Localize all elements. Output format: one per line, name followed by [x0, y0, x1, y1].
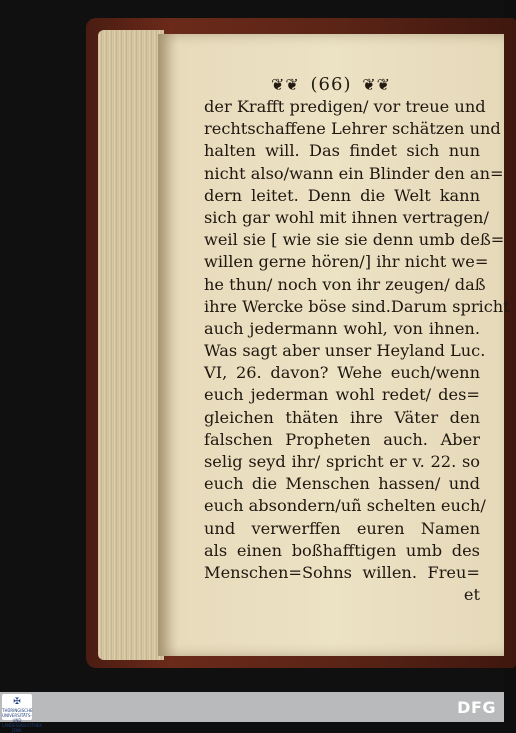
page-header [158, 74, 504, 95]
dfg-logo[interactable]: DFG [457, 698, 496, 717]
library-logo[interactable] [2, 694, 43, 733]
text-line: euch die Menschen hassen/ und [204, 474, 480, 494]
viewer-footer [0, 692, 504, 733]
text-line: weil sie [ wie sie sie denn umb deß= [204, 230, 505, 250]
book-page [158, 34, 510, 656]
text-line: falschen Propheten auch. Aber [204, 429, 480, 449]
text-line: euch jederman wohl redet/ des= [204, 385, 480, 405]
text-line: halten will. Das findet sich nun [204, 141, 480, 161]
page-edges [98, 30, 164, 660]
library-seal-icon: ✠ [13, 697, 21, 707]
text-line: willen gerne hören/] ihr nicht we= [204, 252, 489, 272]
text-line: als einen boßhafftigen umb des [204, 540, 480, 560]
text-line: rechtschaffene Lehrer schätzen und [204, 119, 501, 139]
text-line: Was sagt aber unser Heyland Luc. [204, 341, 486, 361]
text-line: gleichen thäten ihre Väter den [204, 407, 480, 427]
text-line: Menschen=Sohns willen. Freu= [204, 562, 480, 582]
catchword: et [463, 585, 480, 605]
page-number: (66) [310, 74, 352, 95]
page-text [204, 96, 510, 606]
text-line: nicht also/wann ein Blinder den an= [204, 163, 504, 183]
ornament-right-icon: ❦❦ [362, 75, 392, 94]
library-logo-text: THÜRINGISCHE UNIVERSITÄTS- UND LANDESBIBLIOTHEK JENA [2, 708, 43, 733]
text-line: selig seyd ihr/ spricht er v. 22. so [204, 452, 480, 471]
text-line: VI, 26. davon? Wehe euch/wenn [204, 363, 480, 383]
text-line: der Krafft predigen/ vor treue und [204, 97, 486, 116]
text-line: auch jedermann wohl, von ihnen. [204, 318, 480, 338]
text-line: und verwerffen euren Namen [204, 518, 480, 538]
ornament-left-icon: ❦❦ [270, 75, 300, 94]
text-line: sich gar wohl mit ihnen vertragen/ [204, 207, 489, 227]
text-line: dern leitet. Denn die Welt kann [204, 185, 480, 205]
text-line: euch absondern/uñ schelten euch/ [204, 496, 486, 516]
text-line: he thun/ noch von ihr zeugen/ daß [204, 274, 486, 294]
text-line: ihre Wercke böse sind.Darum spricht [204, 296, 510, 316]
